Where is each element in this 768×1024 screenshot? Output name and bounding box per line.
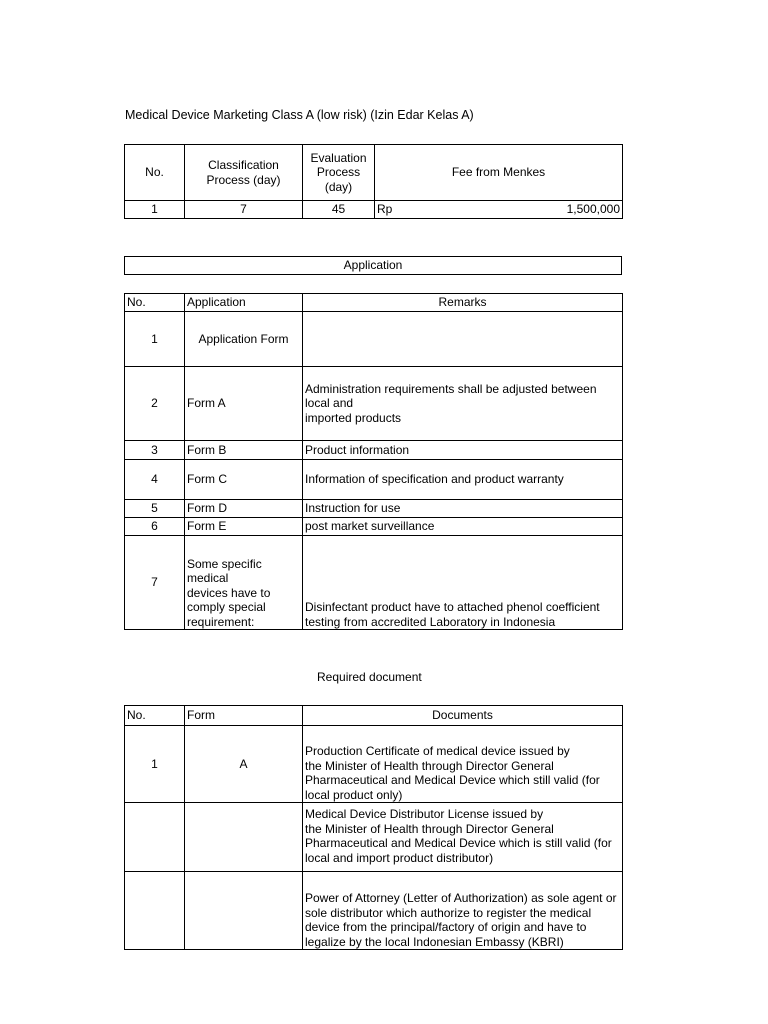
fee-header-evaluation: Evaluation Process (day) <box>303 145 375 201</box>
table-row <box>125 803 623 872</box>
app-row-no: 7 <box>125 536 185 630</box>
doc-row-document: Power of Attorney (Letter of Authorization) as sole agent or sole distributor which authorize to register the medical device from the principal/factory of origin and have to legalize by the local Indonesian Embassy (KBRI) <box>303 872 623 950</box>
doc-row-form <box>185 872 303 950</box>
app-row-no: 1 <box>125 312 185 367</box>
app-row-no: 3 <box>125 441 185 460</box>
table-row <box>125 460 623 500</box>
doc-header-no: No. <box>125 706 185 726</box>
fee-header-no: No. <box>125 145 185 201</box>
documents-table <box>124 705 623 950</box>
app-row-application: Form C <box>185 460 303 500</box>
app-header-remarks: Remarks <box>303 294 623 312</box>
app-header-application: Application <box>185 294 303 312</box>
app-row-remarks: Instruction for use <box>303 500 623 518</box>
doc-row-no <box>125 803 185 872</box>
fee-currency: Rp <box>377 202 393 217</box>
application-table-header <box>125 294 623 312</box>
fee-header-fee: Fee from Menkes <box>375 145 623 201</box>
app-row-remarks: Information of specification and product warranty <box>303 460 623 500</box>
doc-row-form <box>185 803 303 872</box>
app-row-no: 4 <box>125 460 185 500</box>
table-row <box>125 726 623 803</box>
table-row <box>125 518 623 536</box>
app-header-no: No. <box>125 294 185 312</box>
page-title: Medical Device Marketing Class A (low risk) (Izin Edar Kelas A) <box>125 108 474 122</box>
table-row <box>125 872 623 950</box>
app-row-remarks <box>303 312 623 367</box>
app-row-remarks: Disinfectant product have to attached phenol coefficient testing from accredited Laboratory in Indonesia <box>303 536 623 630</box>
doc-header-form: Form <box>185 706 303 726</box>
app-row-remarks: post market surveillance <box>303 518 623 536</box>
app-row-no: 5 <box>125 500 185 518</box>
fee-classification: 7 <box>185 201 303 219</box>
fee-value: 1,500,000 <box>566 202 620 217</box>
doc-row-document: Medical Device Distributor License issued by the Minister of Health through Director General Pharmaceutical and Medical Device which is still valid (for local and import product distributor) <box>303 803 623 872</box>
app-row-remarks: Administration requirements shall be adjusted between local and imported products <box>303 367 623 441</box>
table-row <box>125 536 623 630</box>
app-row-no: 6 <box>125 518 185 536</box>
application-table <box>124 293 623 630</box>
required-document-heading: Required document <box>317 670 422 684</box>
table-row <box>125 367 623 441</box>
documents-table-header <box>125 706 623 726</box>
fee-no: 1 <box>125 201 185 219</box>
doc-row-form: A <box>185 726 303 803</box>
application-heading-box <box>124 256 622 275</box>
app-row-application: Application Form <box>185 312 303 367</box>
doc-row-document: Production Certificate of medical device issued by the Minister of Health through Director General Pharmaceutical and Medical Device which still valid (for local product only) <box>303 726 623 803</box>
fee-header-classification: Classification Process (day) <box>185 145 303 201</box>
app-row-application: Form D <box>185 500 303 518</box>
fee-table-header <box>125 145 623 201</box>
app-row-application: Form A <box>185 367 303 441</box>
fee-table <box>124 144 623 219</box>
fee-amount-cell <box>375 201 623 219</box>
app-row-application: Form B <box>185 441 303 460</box>
app-row-no: 2 <box>125 367 185 441</box>
doc-header-documents: Documents <box>303 706 623 726</box>
table-row <box>125 441 623 460</box>
table-row <box>125 312 623 367</box>
fee-evaluation: 45 <box>303 201 375 219</box>
app-row-application: Some specific medical devices have to comply special requirement: <box>185 536 303 630</box>
app-row-application: Form E <box>185 518 303 536</box>
application-heading: Application <box>125 257 622 275</box>
app-row-remarks: Product information <box>303 441 623 460</box>
doc-row-no <box>125 872 185 950</box>
doc-row-no: 1 <box>125 726 185 803</box>
table-row <box>125 500 623 518</box>
table-row <box>125 201 623 219</box>
